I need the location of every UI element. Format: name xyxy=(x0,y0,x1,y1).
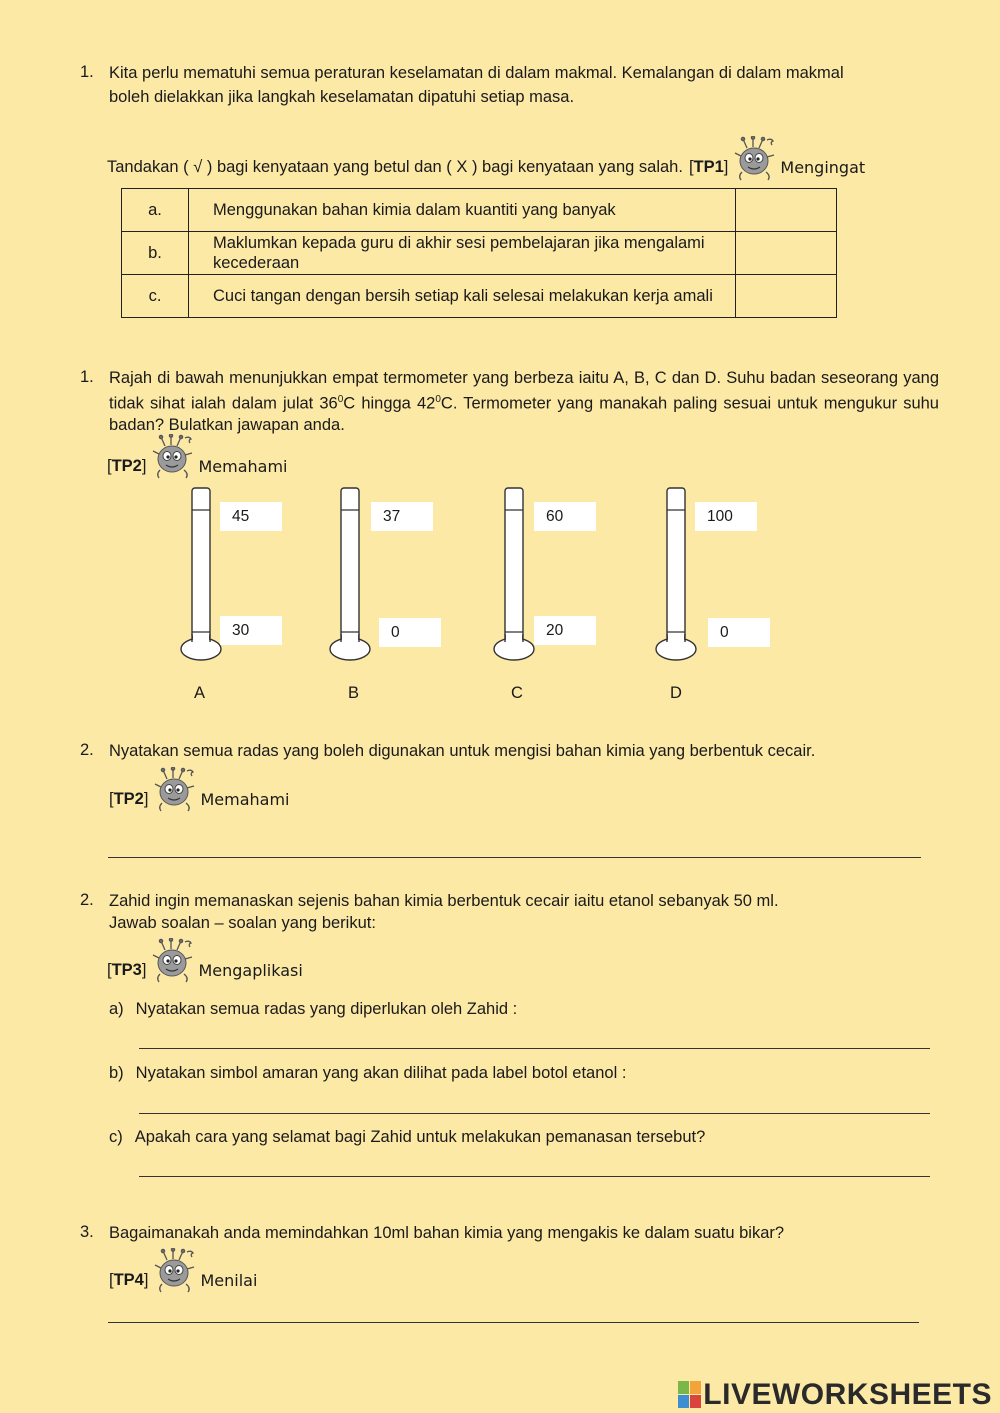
q3-number: 2. xyxy=(80,741,94,759)
q4a: a) Nyatakan semua radas yang diperlukan oleh Zahid : xyxy=(109,1000,518,1018)
thermometer-b-max: 37 xyxy=(371,502,433,531)
thermometer-b-label[interactable]: B xyxy=(348,684,360,702)
thermometer-d-label[interactable]: D xyxy=(670,684,682,702)
q1-text-line1: Kita perlu mematuhi semua peraturan keselamatan di dalam makmal. Kemalangan di dalam makmal xyxy=(109,64,844,82)
q5-answer-line[interactable] xyxy=(108,1322,919,1323)
q5-text: Bagaimanakah anda memindahkan 10ml bahan kimia yang mengakis ke dalam suatu bikar? xyxy=(109,1224,785,1242)
virus-mascot-icon xyxy=(152,434,194,480)
table-row xyxy=(122,232,837,275)
thermometer-c-label[interactable]: C xyxy=(511,684,523,702)
answer-cell-a[interactable] xyxy=(736,189,837,232)
q4-number: 2. xyxy=(80,891,94,909)
thermometer-c-min: 20 xyxy=(534,616,596,645)
q3-answer-line[interactable] xyxy=(108,857,921,858)
thermometer-d-max: 100 xyxy=(695,502,757,531)
q5-tp-tag: [TP4] xyxy=(109,1271,149,1289)
q1-number: 1. xyxy=(80,63,94,81)
q5-level: Menilai xyxy=(200,1271,258,1290)
row-label: c. xyxy=(122,275,189,318)
thermometer-a[interactable] xyxy=(178,486,224,664)
q2-text: Rajah di bawah menunjukkan empat termometer yang berbeza iaitu A, B, C dan D. Suhu badan seseorang yang tidak sihat ialah dalam julat $36^0C$ hingga $42^0C$. Termometer yang manakah paling sesuai untuk mengukur suhu badan? Bulatkan jawapan anda. xyxy=(109,369,939,434)
thermometer-a-label[interactable]: A xyxy=(194,684,206,702)
q1-text-line2: boleh dielakkan jika langkah keselamatan dipatuhi setiap masa. xyxy=(109,88,575,106)
q4-level: Mengaplikasi xyxy=(198,961,303,980)
q4-tp-row xyxy=(107,934,303,980)
q2-tp-row xyxy=(107,430,287,476)
logo-text: LIVEWORKSHEETS xyxy=(703,1378,992,1411)
q4-text-line1: Zahid ingin memanaskan sejenis bahan kimia berbentuk cecair iaitu etanol sebanyak 50 ml. xyxy=(109,892,779,910)
q5-number: 3. xyxy=(80,1223,94,1241)
true-false-table xyxy=(121,188,837,318)
q3-tp-row xyxy=(109,763,289,809)
q4b-answer-line[interactable] xyxy=(139,1113,930,1114)
row-label: b. xyxy=(122,232,189,275)
liveworksheets-logo-icon xyxy=(677,1380,703,1410)
virus-mascot-icon xyxy=(154,1248,196,1294)
q3-level: Memahami xyxy=(200,790,290,809)
row-label: a. xyxy=(122,189,189,232)
row-statement: Maklumkan kepada guru di akhir sesi pembelajaran jika mengalami kecederaan xyxy=(189,232,736,275)
thermometer-d[interactable] xyxy=(653,486,699,664)
thermometer-a-max: 45 xyxy=(220,502,282,531)
thermometer-b-min: 0 xyxy=(379,618,441,647)
q4c-answer-line[interactable] xyxy=(139,1176,930,1177)
answer-cell-c[interactable] xyxy=(736,275,837,318)
q3-tp-tag: [TP2] xyxy=(109,790,149,808)
q2-tp-tag: [TP2] xyxy=(107,457,147,475)
table-row xyxy=(122,189,837,232)
q2-number: 1. xyxy=(80,368,94,386)
q4b: b) Nyatakan simbol amaran yang akan dilihat pada label botol etanol : xyxy=(109,1064,627,1082)
virus-mascot-icon xyxy=(734,136,776,182)
q4-tp-tag: [TP3] xyxy=(107,961,147,979)
row-statement: Cuci tangan dengan bersih setiap kali selesai melakukan kerja amali xyxy=(189,275,736,318)
q4a-answer-line[interactable] xyxy=(139,1048,930,1049)
q1-instruction: Tandakan ( √ ) bagi kenyataan yang betul dan ( X ) bagi kenyataan yang salah. xyxy=(107,158,683,176)
thermometer-a-min: 30 xyxy=(220,616,282,645)
thermometer-b[interactable] xyxy=(327,486,373,664)
answer-cell-b[interactable] xyxy=(736,232,837,275)
q2-level: Memahami xyxy=(198,457,288,476)
q3-text: Nyatakan semua radas yang boleh digunakan untuk mengisi bahan kimia yang berbentuk cecair. xyxy=(109,742,816,760)
virus-mascot-icon xyxy=(154,767,196,813)
q1-tp-tag: [TP1] xyxy=(688,158,729,176)
q4c: c) Apakah cara yang selamat bagi Zahid untuk melakukan pemanasan tersebut? xyxy=(109,1128,706,1146)
thermometer-c[interactable] xyxy=(491,486,537,664)
virus-mascot-icon xyxy=(152,938,194,984)
liveworksheets-logo[interactable] xyxy=(677,1378,992,1412)
thermometer-c-max: 60 xyxy=(534,502,596,531)
row-statement: Menggunakan bahan kimia dalam kuantiti yang banyak xyxy=(189,189,736,232)
q5-tp-row xyxy=(109,1244,257,1290)
q4-text-line2: Jawab soalan – soalan yang berikut: xyxy=(109,914,376,932)
thermometer-d-min: 0 xyxy=(708,618,770,647)
q1-level: Mengingat xyxy=(780,158,866,177)
q1-instruction-row xyxy=(107,132,942,178)
table-row xyxy=(122,275,837,318)
